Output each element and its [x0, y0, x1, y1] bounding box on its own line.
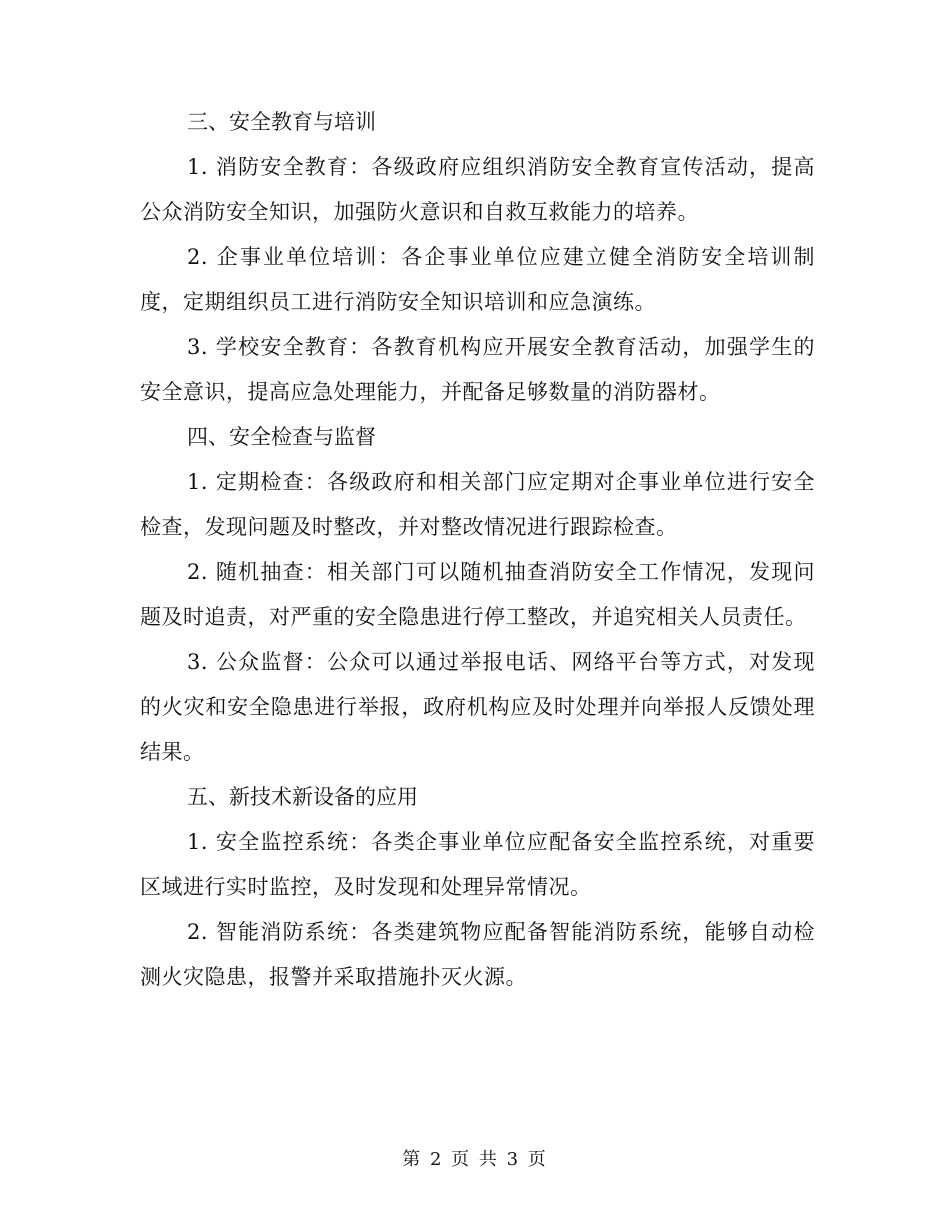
document-body [140, 100, 815, 1000]
section-heading: 四、安全检查与监督 [187, 425, 376, 449]
paragraph: 1. 消防安全教育：各级政府应组织消防安全教育宣传活动，提高公众消防安全知识，加强防火意识和自救互救能力的培养。 [140, 155, 815, 224]
paragraph: 1. 安全监控系统：各类企事业单位应配备安全监控系统，对重要区域进行实时监控，及时发现和处理异常情况。 [140, 830, 815, 899]
paragraph: 2. 随机抽查：相关部门可以随机抽查消防安全工作情况，发现问题及时追责，对严重的安全隐患进行停工整改，并追究相关人员责任。 [140, 560, 815, 629]
paragraph: 2. 智能消防系统：各类建筑物应配备智能消防系统，能够自动检测火灾隐患，报警并采取措施扑灭火源。 [140, 920, 815, 989]
page-footer: 第 2 页 共 3 页 [402, 1149, 548, 1170]
section-heading: 五、新技术新设备的应用 [187, 785, 418, 809]
section-heading: 三、安全教育与培训 [187, 110, 376, 134]
paragraph: 2. 企事业单位培训：各企事业单位应建立健全消防安全培训制度，定期组织员工进行消防安全知识培训和应急演练。 [140, 245, 815, 314]
paragraph: 3. 学校安全教育：各教育机构应开展安全教育活动，加强学生的安全意识，提高应急处理能力，并配备足够数量的消防器材。 [140, 335, 815, 404]
paragraph: 3. 公众监督：公众可以通过举报电话、网络平台等方式，对发现的火灾和安全隐患进行举报，政府机构应及时处理并向举报人反馈处理结果。 [140, 650, 815, 764]
paragraph: 1. 定期检查：各级政府和相关部门应定期对企事业单位进行安全检查，发现问题及时整改，并对整改情况进行跟踪检查。 [140, 470, 815, 539]
